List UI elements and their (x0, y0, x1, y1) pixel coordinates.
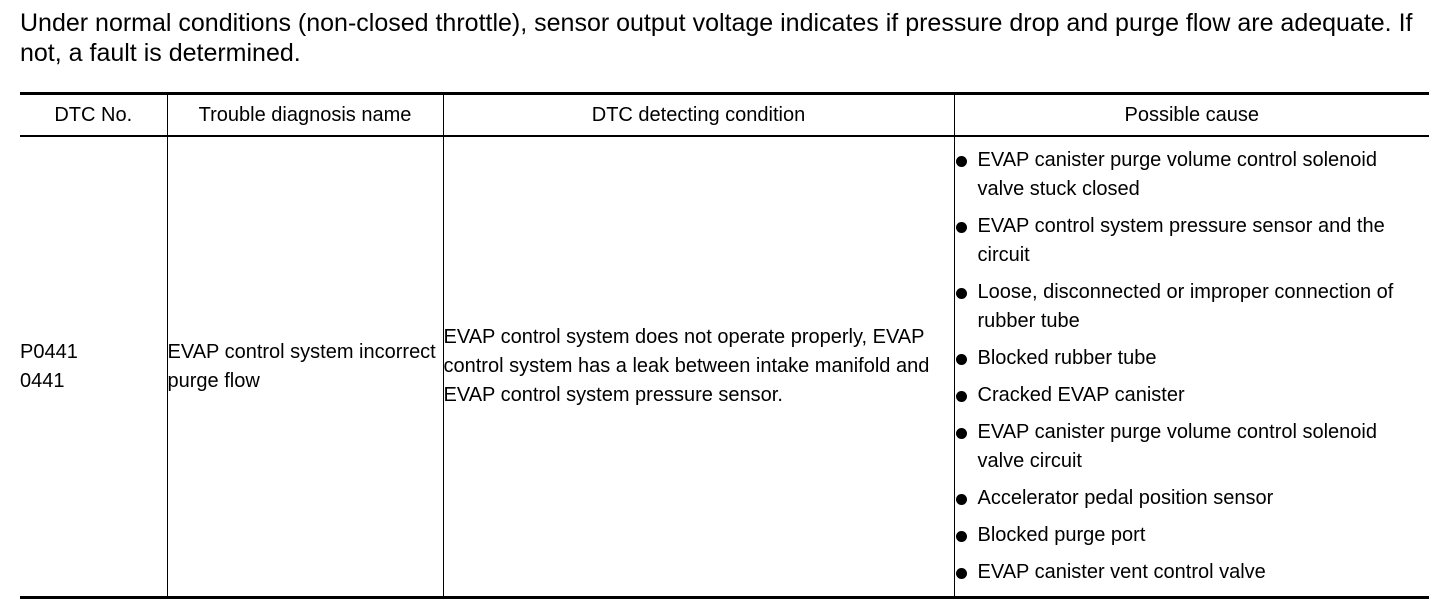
list-item (955, 381, 1430, 410)
cause-text: Accelerator pedal position sensor (977, 487, 1274, 509)
bullet-icon (956, 428, 967, 439)
header-dtc-no: DTC No. (20, 94, 167, 137)
diagnosis-name-cell: EVAP control system incorrect purge flow (167, 136, 443, 598)
list-item (955, 212, 1430, 270)
cause-text: Cracked EVAP canister (977, 384, 1185, 406)
cause-text: Blocked purge port (977, 524, 1146, 546)
list-item (955, 558, 1430, 587)
bullet-icon (956, 531, 967, 542)
table-header-row (20, 94, 1429, 137)
cause-text: EVAP canister purge volume control solenoid valve circuit (977, 421, 1377, 472)
dtc-table (20, 92, 1429, 599)
header-dtc-detecting-condition: DTC detecting condition (443, 94, 954, 137)
cause-text: Blocked rubber tube (977, 347, 1157, 369)
header-possible-cause: Possible cause (954, 94, 1429, 137)
list-item (955, 484, 1430, 513)
bullet-icon (956, 568, 967, 579)
cause-text: EVAP canister purge volume control solenoid valve stuck closed (977, 149, 1377, 200)
bullet-icon (956, 156, 967, 167)
list-item (955, 278, 1430, 336)
list-item (955, 344, 1430, 373)
bullet-icon (956, 288, 967, 299)
cause-text: EVAP control system pressure sensor and the circuit (977, 215, 1385, 266)
bullet-icon (956, 494, 967, 505)
intro-paragraph: Under normal conditions (non-closed throttle), sensor output voltage indicates if pressure drop and purge flow are adequate. If not, a fault is determined. (20, 9, 1413, 67)
cause-text: EVAP canister vent control valve (977, 561, 1266, 583)
detecting-condition-cell: EVAP control system does not operate properly, EVAP control system has a leak between intake manifold and EVAP control system pressure sensor. (443, 136, 954, 598)
bullet-icon (956, 391, 967, 402)
dtc-code: 0441 (20, 369, 65, 392)
possible-cause-cell (954, 136, 1429, 598)
list-item (955, 146, 1430, 204)
bullet-icon (956, 222, 967, 233)
table-row (20, 136, 1429, 598)
possible-cause-list (955, 146, 1430, 587)
cause-text: Loose, disconnected or improper connection of rubber tube (977, 281, 1394, 332)
dtc-code: P0441 (20, 340, 78, 363)
list-item (955, 418, 1430, 476)
list-item (955, 521, 1430, 550)
dtc-number-cell (20, 136, 167, 598)
header-trouble-diagnosis-name: Trouble diagnosis name (167, 94, 443, 137)
bullet-icon (956, 354, 967, 365)
